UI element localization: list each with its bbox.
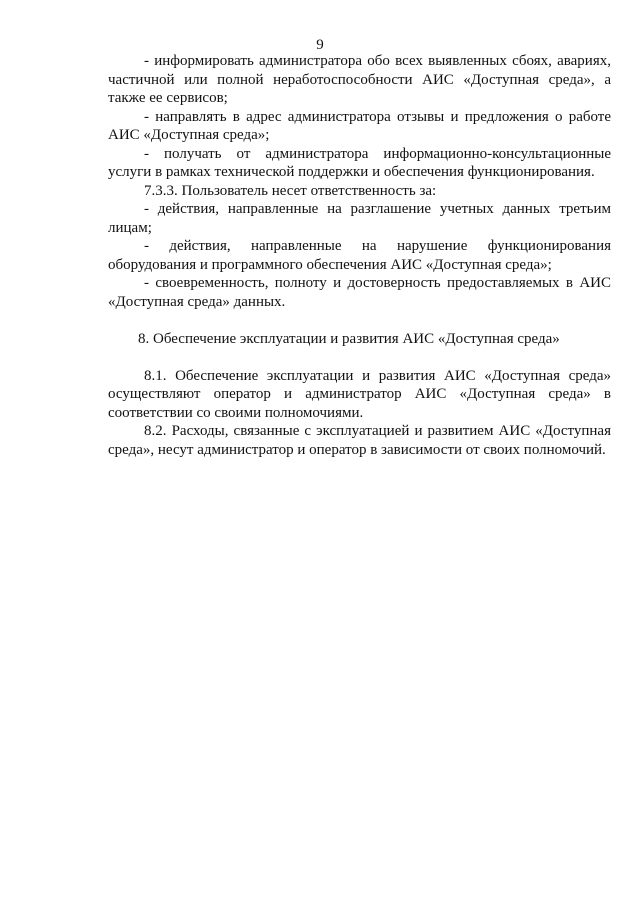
paragraph-disruption-actions: - действия, направленные на нарушение функционирования оборудования и программного обеспечения АИС «Доступная среда»;	[108, 238, 611, 273]
paragraph-report-failures: - информировать администратора обо всех выявленных сбоях, авариях, частичной или полной неработоспособности АИС «Доступная среда», а также ее сервисов;	[108, 53, 611, 106]
paragraph-disclosure-actions: - действия, направленные на разглашение учетных данных третьим лицам;	[108, 201, 611, 236]
paragraph-8-1: 8.1. Обеспечение эксплуатации и развития АИС «Доступная среда» осуществляют оператор и администратор АИС «Доступная среда» в соответствии со своими полномочиями.	[108, 367, 611, 421]
paragraph-receive-consulting: - получать от администратора информационно-консультационные услуги в рамках технической поддержки и обеспечения функционирования.	[108, 145, 611, 180]
paragraph-8-2: 8.2. Расходы, связанные с эксплуатацией и развитием АИС «Доступная среда», несут администратор и оператор в зависимости от своих полномочий.	[108, 423, 611, 458]
section-8-heading: 8. Обеспечение эксплуатации и развития АИС «Доступная среда»	[138, 330, 560, 347]
paragraph-send-feedback: - направлять в адрес администратора отзывы и предложения о работе АИС «Доступная среда»;	[108, 108, 611, 143]
paragraph-data-accuracy: - своевременность, полноту и достоверность предоставляемых в АИС «Доступная среда» данных.	[108, 275, 611, 310]
page-content	[108, 52, 611, 459]
paragraph-user-responsibility: 7.3.3. Пользователь несет ответственность за:	[144, 182, 437, 199]
page-number: 9	[316, 37, 324, 53]
